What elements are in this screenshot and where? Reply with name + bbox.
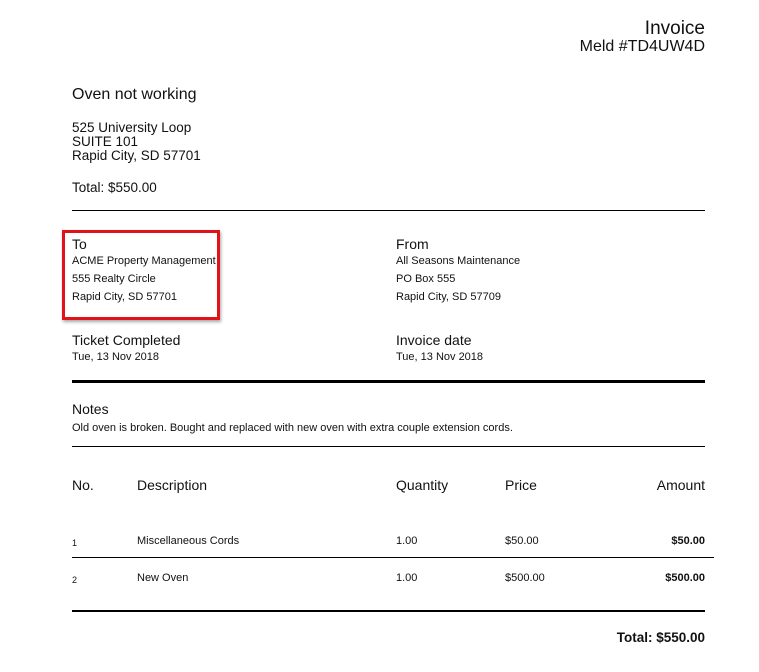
row-quantity: 1.00 [396,535,418,547]
row-divider [72,557,714,558]
row-description: New Oven [137,572,189,584]
row-no: 2 [72,575,78,585]
ticket-address-line: SUITE 101 [72,134,139,149]
from-label: From [396,236,429,252]
invoice-date-label: Invoice date [396,332,472,348]
invoice-date: Tue, 13 Nov 2018 [396,351,484,363]
notes-text: Old oven is broken. Bought and replaced with new oven with extra couple extension cords. [72,422,513,434]
col-header-price: Price [505,477,537,493]
divider [72,210,705,211]
row-amount: $500.00 [665,572,705,584]
col-header-amount: Amount [656,477,705,493]
invoice-total: Total: $550.00 [616,630,705,645]
row-price: $50.00 [505,535,539,547]
col-header-no: No. [72,477,94,493]
row-amount: $50.00 [671,535,705,547]
ticket-address-line: 525 University Loop [72,120,192,135]
thick-divider [72,380,705,383]
ticket-completed-label: Ticket Completed [72,332,181,348]
ticket-address-line: Rapid City, SD 57701 [72,148,201,163]
ticket-total: Total: $550.00 [72,180,157,195]
ticket-title: Oven not working [72,86,197,103]
row-description: Miscellaneous Cords [137,535,240,547]
to-line: 555 Realty Circle [72,273,156,285]
col-header-quantity: Quantity [396,477,449,493]
from-line: Rapid City, SD 57709 [396,291,501,303]
divider [72,446,705,447]
table-bottom-divider [72,610,705,612]
to-line: ACME Property Management [72,255,216,267]
invoice-heading: Invoice [644,18,705,39]
notes-label: Notes [72,401,109,417]
ticket-completed-date: Tue, 13 Nov 2018 [72,351,160,363]
col-header-description: Description [137,477,208,493]
row-quantity: 1.00 [396,572,418,584]
row-no: 1 [72,538,78,548]
to-label: To [72,236,87,252]
from-line: PO Box 555 [396,273,456,285]
meld-number: Meld #TD4UW4D [579,38,705,55]
from-line: All Seasons Maintenance [396,255,521,267]
to-line: Rapid City, SD 57701 [72,291,177,303]
row-price: $500.00 [505,572,545,584]
